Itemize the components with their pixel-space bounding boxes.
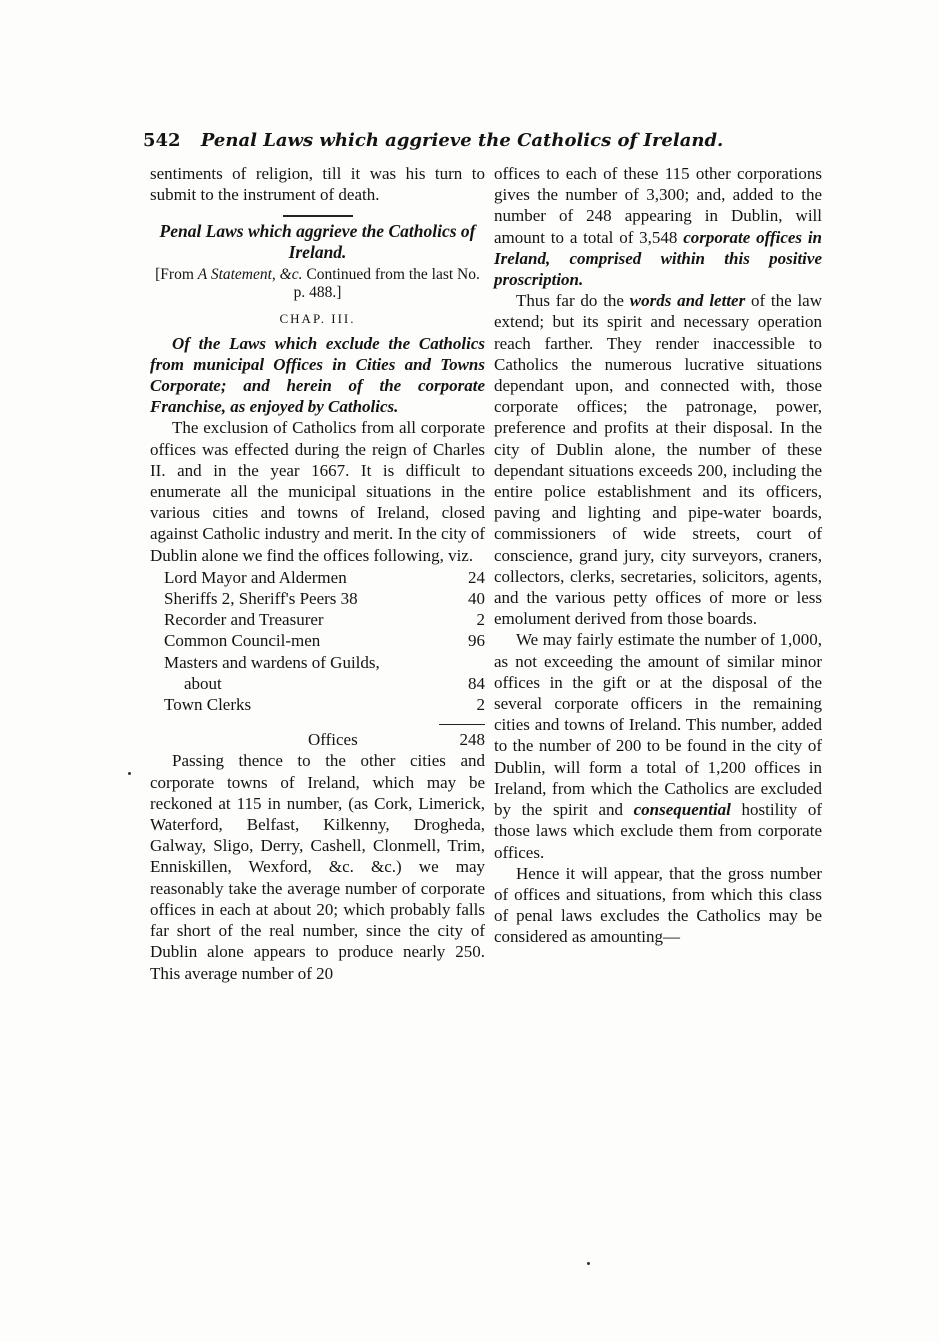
total-rule <box>439 724 485 725</box>
office-count: 40 <box>468 589 485 609</box>
total-row <box>150 729 485 750</box>
table-row <box>164 694 485 715</box>
office-count: 24 <box>468 567 485 587</box>
section-divider <box>283 215 353 217</box>
source-title: A Statement, &c. <box>197 266 303 284</box>
office-name: Common Council-men <box>164 631 321 651</box>
office-count: 84 <box>468 673 485 693</box>
right-column <box>494 163 822 948</box>
office-count: 2 <box>476 695 485 715</box>
table-row <box>164 652 485 673</box>
paragraph-estimate <box>494 629 822 862</box>
margin-speck <box>128 772 131 775</box>
table-row <box>164 588 485 609</box>
table-row <box>164 673 485 694</box>
estimate-rest: hostility of those laws which exclude them from corporate offices. <box>494 800 822 862</box>
source-rest: Continued from the last No. p. 488.] <box>293 266 480 302</box>
page-number: 542 <box>143 130 181 151</box>
chapter-title: Of the Laws which exclude the Catholics from municipal Offices in Cities and Towns Corporate; and herein of the corporate Franchise, as enjoyed by Catholics. <box>150 333 485 417</box>
office-name: Town Clerks <box>164 695 252 715</box>
paragraph-conclusion: Hence it will appear, that the gross number of offices and situations, from which this class of penal laws excludes the Catholics may be considered as amounting— <box>494 863 822 947</box>
office-name: about <box>184 673 222 693</box>
spirit-emphasis: words and letter <box>629 291 746 311</box>
paragraph-spirit <box>494 290 822 629</box>
total-value: 248 <box>459 730 485 750</box>
office-name: Masters and wardens of Guilds, <box>164 652 380 672</box>
table-row <box>164 630 485 651</box>
chapter-heading: CHAP. III. <box>279 311 356 327</box>
total-text: offices to each of these 115 other corporations gives the number of 3,300; and, added to the number of 248 appearing in Dublin, will amount to a total of 3,548 <box>494 164 822 247</box>
estimate-emphasis: consequential <box>633 800 731 820</box>
total-emphasis: corporate offices in Ireland, comprised within this positive proscription. <box>494 227 823 290</box>
running-header <box>143 130 783 160</box>
office-name: Sheriffs 2, Sheriff's Peers 38 <box>164 589 358 609</box>
office-name: Recorder and Treasurer <box>164 610 324 630</box>
office-name: Lord Mayor and Aldermen <box>164 567 347 587</box>
estimate-start: We may fairly estimate the number of 1,000, as not exceeding the amount of similar minor offices in the gift or at the disposal of the several corporate officers in the remaining cities and towns of Ireland. This number, added to the number of 200 to be found in the city of Dublin, will form a total of 1,200 offices in Ireland, from which the Catholics are excluded by the spirit and <box>494 630 822 820</box>
footer-speck <box>587 1262 590 1265</box>
paragraph-total <box>494 163 822 290</box>
office-count: 96 <box>468 631 485 651</box>
offices-table <box>164 567 485 715</box>
spirit-start: Thus far do the <box>516 291 624 311</box>
spirit-rest: of the law extend; but its spirit and necessary operation reach farther. They render inaccessible to Catholics the numerous lucrative situations dependant upon, and connected with, those corporate offices; the patronage, power, preference and profits at their disposal. In the city of Dublin alone, the number of these dependant situations exceeds 200, including the entire police establishment and its officers, paving and lighting and pipe-water boards, commissioners of wide streets, court of conscience, grand jury, city surveyors, craners, collectors, clerks, secretaries, solicitors, agents, and the various petty offices of more or less emolument derived from those boards. <box>494 291 823 629</box>
running-title: Penal Laws which aggrieve the Catholics of Ireland. <box>200 130 724 151</box>
paragraph-exclusion: The exclusion of Catholics from all corporate offices was effected during the reign of Charles II. and in the year 1667. It is difficult to enumerate all the municipal situations in the various cities and towns of Ireland, closed against Catholic industry and merit. In the city of Dublin alone we find the offices following, viz. <box>150 418 485 565</box>
source-prefix: [From <box>155 266 194 284</box>
left-column <box>150 163 485 984</box>
paragraph-other-cities: Passing thence to the other cities and corporate towns of Ireland, which may be reckoned at 115 in number, (as Cork, Limerick, Waterford, Belfast, Kilkenny, Drogheda, Galway, Sligo, Derry, Cashell, Clonmell, Trim, Enniskillen, Wexford, &c. &c.) we may reasonably take the average number of corporate offices in each at about 20; which probably falls far short of the real number, since the city of Dublin alone appears to produce nearly 250. This average number of 20 <box>150 751 485 983</box>
office-count <box>462 652 485 673</box>
source-note <box>150 266 485 302</box>
article-title: Penal Laws which aggrieve the Catholics of Ireland. <box>159 221 476 263</box>
office-count: 2 <box>476 610 485 630</box>
total-label: Offices <box>308 730 358 750</box>
table-row <box>164 567 485 588</box>
opening-paragraph: sentiments of religion, till it was his turn to submit to the instrument of death. <box>150 164 485 205</box>
table-row <box>164 609 485 630</box>
